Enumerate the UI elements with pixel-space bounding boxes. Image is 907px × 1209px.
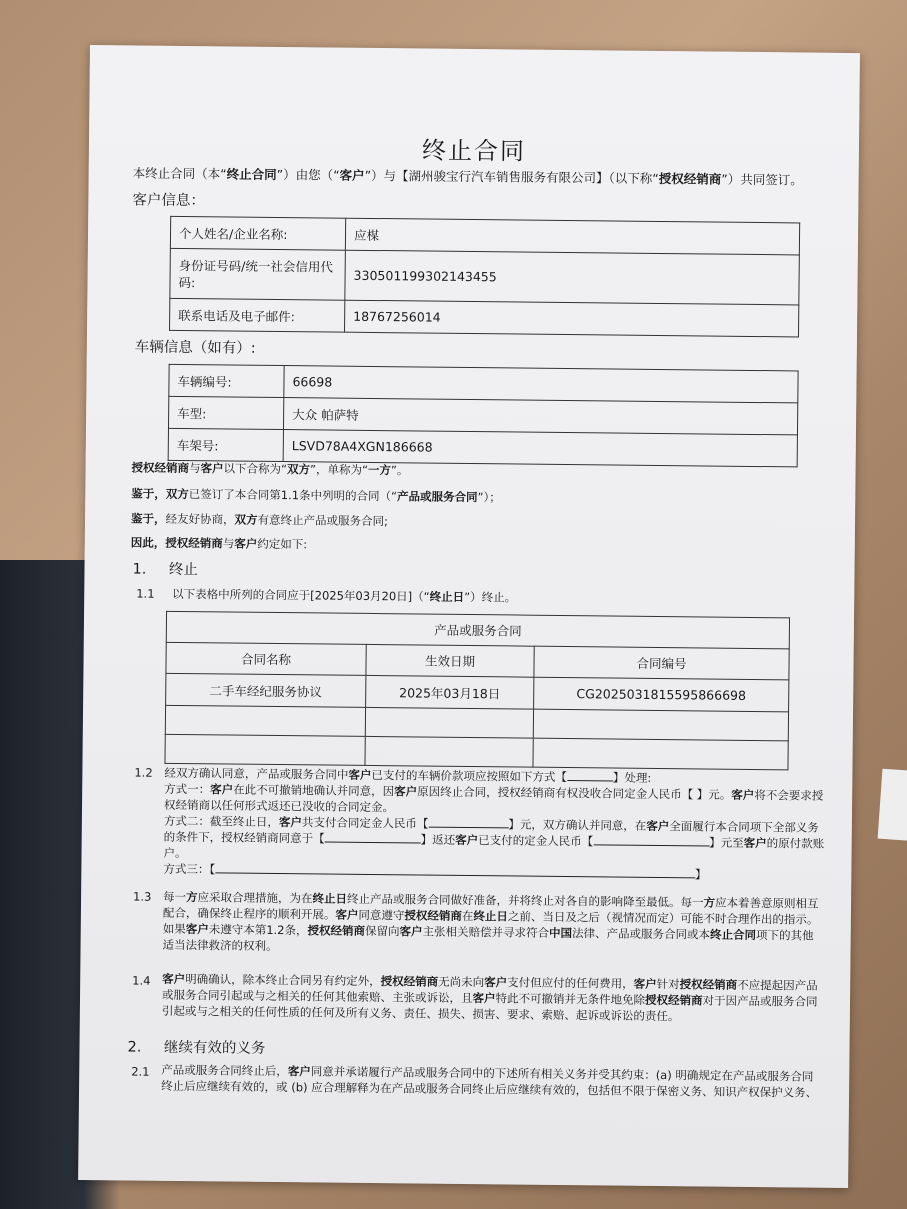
vehicle-value: 大众 帕萨特 bbox=[283, 398, 797, 435]
clause-1-2-number: 1.2 bbox=[134, 765, 153, 780]
contract-name-cell: 二手车经纪服务协议 bbox=[166, 673, 366, 707]
clause-1-4-number: 1.4 bbox=[132, 973, 151, 988]
document-page bbox=[78, 45, 860, 1188]
customer-value: 330501199302143455 bbox=[345, 250, 799, 305]
contract-number-header: 合同编号 bbox=[534, 646, 789, 680]
customer-info-table bbox=[169, 216, 800, 338]
customer-row bbox=[170, 298, 799, 337]
parties-definition: 授权经销商与客户以下合称为“双方”，单称为“一方”。 bbox=[131, 460, 409, 478]
clause-1-3: 每一方应采取合理措施，为在终止日终止产品或服务合同做好准备，并将终止对各自的影响降至最低。每一方应本着善意原则相互 配合，确保终止程序的顺利开展。客户同意遵守授权经销商在终止日之前、当日及之后（视情况而定）可能不时合理作出的指示。 如果客户未遵守本第1.2条，授权经销商保留向客户主张相关赔偿并寻求符合中国法律、产品或服务合同或本终止合同项下的其他 适当法律救济的权利。 bbox=[162, 889, 819, 954]
document-title: 终止合同 bbox=[421, 136, 527, 166]
clause-1-3-number: 1.3 bbox=[133, 889, 152, 904]
customer-label: 身份证号码/统一社会信用代码: bbox=[170, 248, 346, 300]
customer-info-heading: 客户信息： bbox=[132, 192, 205, 210]
section-1-heading: 1. 终止 bbox=[132, 561, 199, 579]
clause-1-2: 经双方确认同意，产品或服务合同中客户已支付的车辆价款项应按照如下方式【 】处理: 方式一：客户在此不可撤销地确认并同意，因客户原因终止合同，授权经销商有权没收合同定金人民币【 】元。客户将不会要求授 权经销商以任何形式返还已没收的合同定金。 方式二：截至终止日，客户共支付合同定金人民币【 】元，双方确认并同意，在客户全面履行本合同项下全部义务 的条件下，授权经销商同意于【 】返还客户已支付的定金人民币【 】元至客户的原付款账 户。 方式三：【 】 bbox=[163, 765, 825, 882]
effective-date-header: 生效日期 bbox=[366, 644, 534, 677]
table-row-empty bbox=[165, 734, 788, 770]
contract-table-caption: 产品或服务合同 bbox=[166, 611, 789, 649]
vehicle-value: 66698 bbox=[284, 366, 798, 403]
intro-paragraph: 本终止合同（本“终止合同”）由您（“客户”）与【湖州骏宝行汽车销售服务有限公司】（以下称“授权经销商”）共同签订。 bbox=[132, 165, 803, 188]
vehicle-info-table bbox=[168, 364, 799, 468]
customer-label: 联系电话及电子邮件: bbox=[170, 298, 345, 332]
section-2-heading: 2. 继续有效的义务 bbox=[127, 1039, 266, 1057]
vehicle-label: 车架号: bbox=[168, 428, 283, 461]
contract-name-header: 合同名称 bbox=[166, 642, 366, 675]
customer-label: 个人姓名/企业名称: bbox=[170, 216, 345, 250]
vehicle-label: 车型: bbox=[168, 396, 283, 429]
whereas-clause-1: 鉴于，双方已签订了本合同第1.1条中列明的合同（“产品或服务合同”）； bbox=[131, 486, 501, 505]
clause-1-1: 1.1 以下表格中所列的合同应于[2025年03月20日]（“终止日”）终止。 bbox=[136, 586, 517, 605]
effective-date-cell: 2025年03月18日 bbox=[366, 675, 534, 709]
whereas-clause-2: 鉴于，经友好协商，双方有意终止产品或服务合同; bbox=[130, 511, 388, 529]
therefore-clause: 因此，授权经销商与客户约定如下: bbox=[130, 535, 308, 552]
vehicle-info-heading: 车辆信息（如有）: bbox=[134, 339, 256, 357]
contract-table bbox=[164, 611, 790, 771]
background-card bbox=[878, 769, 907, 842]
customer-value: 应楳 bbox=[345, 218, 799, 255]
contract-number-cell: CG2025031815595866698 bbox=[534, 677, 789, 712]
vehicle-value: LSVD78A4XGN186668 bbox=[283, 430, 797, 467]
customer-value: 18767256014 bbox=[345, 300, 799, 337]
clause-1-4: 客户明确确认，除本终止合同另有约定外，授权经销商无尚未向客户支付但应付的任何费用，客户针对授权经销商不应提起因产品 或服务合同引起或与之相关的任何其他索赔、主张或诉讼，且客户特此不可撤销并无条件地免除授权经销商对于因产品或服务合同 引起或与之相关的任何性质的任何及所有义务、责任、损失、损害、要求、索赔、起诉或诉讼的责任。 bbox=[161, 971, 818, 1024]
customer-row bbox=[170, 248, 799, 305]
vehicle-label: 车辆编号: bbox=[169, 364, 284, 397]
clause-2-1: 产品或服务合同终止后，客户同意并承诺履行产品或服务合同中的下述所有相关义务并受其约束：(a) 明确规定在产品或服务合同 终止后应继续有效的，或 (b) 应合理解释为在产品或服务合同终止后应继续有效的，包括但不限于保密义务、知识产权保护义务、 bbox=[161, 1062, 818, 1100]
clause-2-1-number: 2.1 bbox=[131, 1064, 150, 1079]
